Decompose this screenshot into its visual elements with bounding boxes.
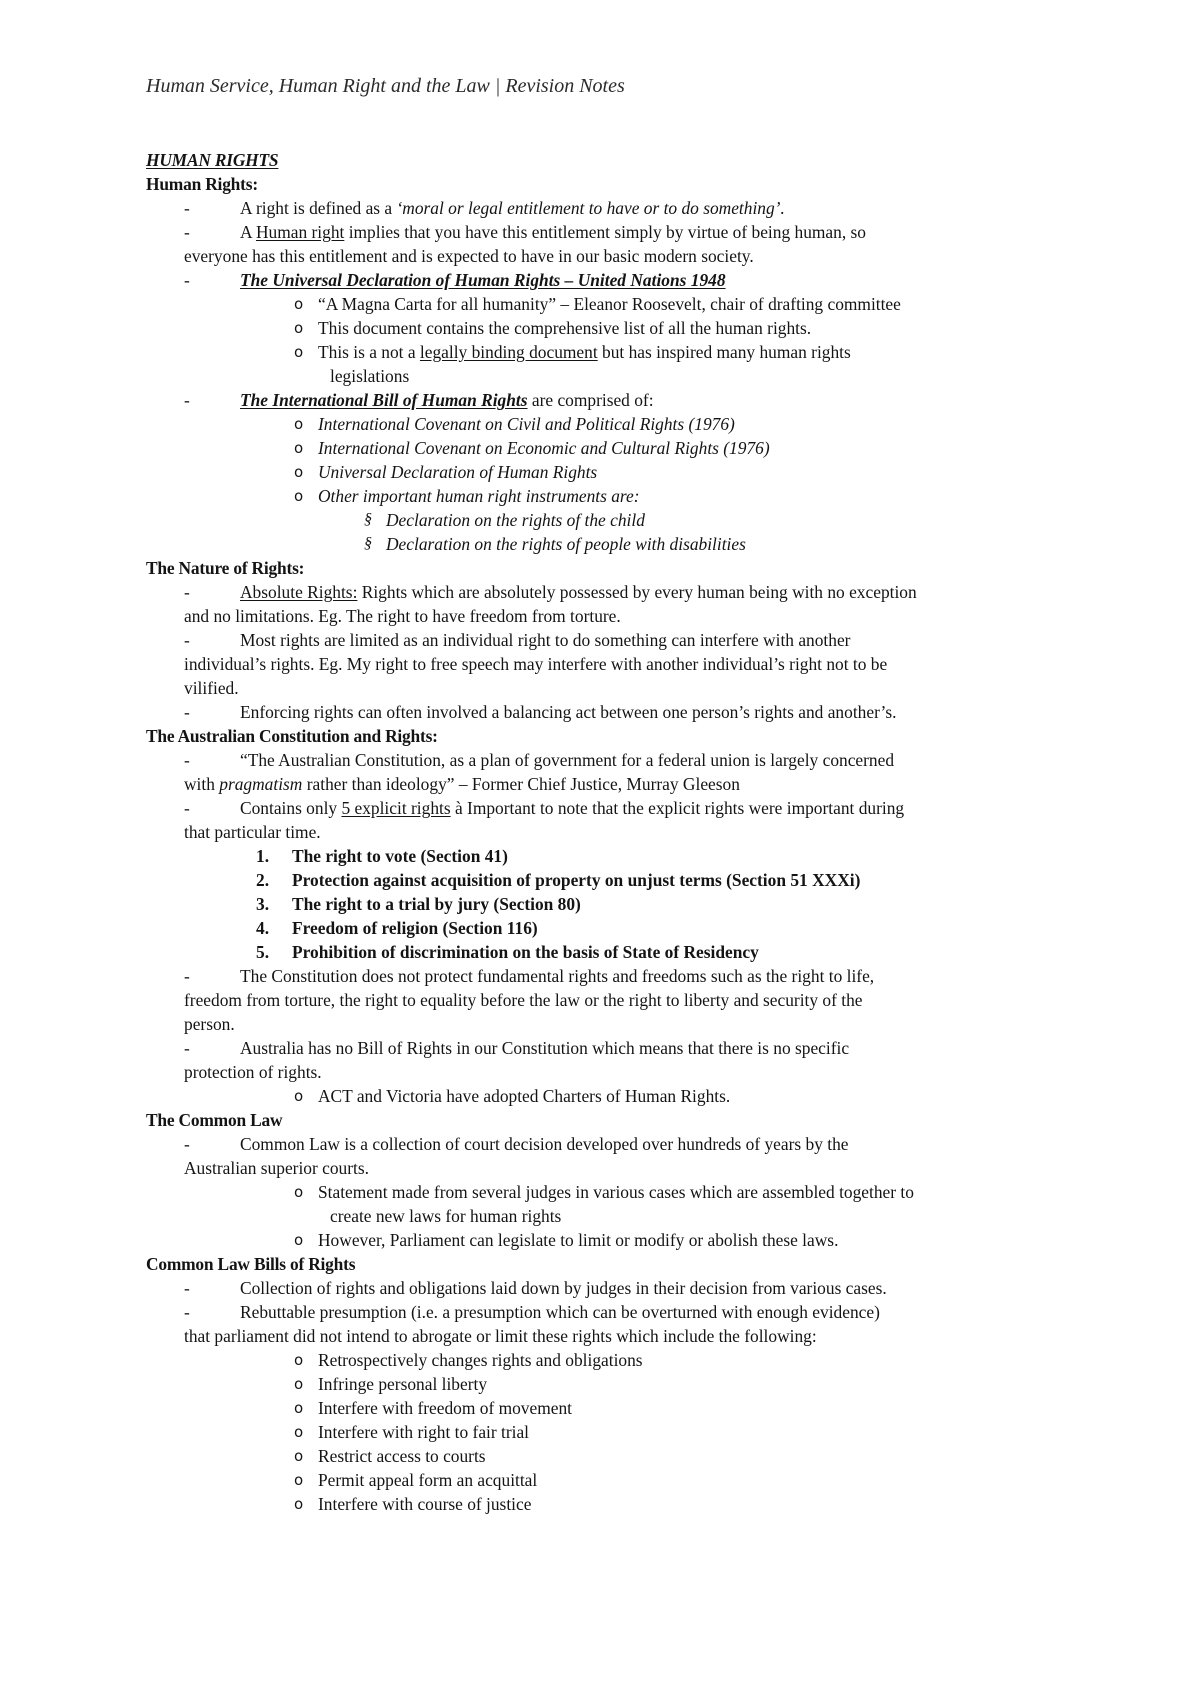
paragraph: Collection of rights and obligations laid down by judges in their decision from various cases.: [240, 1278, 887, 1298]
bullet-circle: o: [294, 343, 304, 361]
list-item: This is a not a legally binding document but has inspired many human rights: [318, 342, 851, 362]
paragraph-continued: and no limitations. Eg. The right to have freedom from torture.: [184, 606, 621, 626]
page-header: Human Service, Human Right and the Law | Revision Notes: [146, 75, 625, 97]
udhr-heading: The Universal Declaration of Human Rights – United Nations 1948: [240, 270, 726, 290]
bullet-circle: o: [294, 1087, 304, 1105]
paragraph-continued: with pragmatism rather than ideology” – Former Chief Justice, Murray Gleeson: [184, 774, 740, 794]
list-item: Statement made from several judges in various cases which are assembled together to: [318, 1182, 914, 1202]
paragraph: Common Law is a collection of court decision developed over hundreds of years by the: [240, 1134, 849, 1154]
list-item: This document contains the comprehensive list of all the human rights.: [318, 318, 812, 338]
list-number: 1.: [256, 846, 270, 866]
explicit-right-item: Protection against acquisition of property on unjust terms (Section 51 XXXi): [292, 870, 861, 890]
bullet-circle: o: [294, 1183, 304, 1201]
presumption-item: Infringe personal liberty: [318, 1374, 488, 1394]
paragraph-continued: protection of rights.: [184, 1062, 322, 1082]
list-item: International Covenant on Economic and Cultural Rights (1976): [318, 438, 770, 458]
bullet-dash: -: [184, 966, 190, 986]
presumption-item: Restrict access to courts: [318, 1446, 486, 1466]
paragraph: The Constitution does not protect fundamental rights and freedoms such as the right to life,: [240, 966, 875, 986]
paragraph-continued: everyone has this entitlement and is expected to have in our basic modern society.: [184, 246, 754, 266]
bullet-circle: o: [294, 295, 304, 313]
bullet-dash: -: [184, 702, 190, 722]
paragraph-continued: vilified.: [184, 678, 239, 698]
explicit-right-item: The right to a trial by jury (Section 80): [292, 894, 581, 914]
paragraph: Rebuttable presumption (i.e. a presumption which can be overturned with enough evidence): [240, 1302, 880, 1322]
explicit-right-item: Freedom of religion (Section 116): [292, 918, 538, 938]
paragraph-continued: that particular time.: [184, 822, 321, 842]
paragraph: A Human right implies that you have this entitlement simply by virtue of being human, so: [240, 222, 866, 242]
bullet-circle: o: [294, 487, 304, 505]
bullet-dash: -: [184, 582, 190, 602]
heading-australian-constitution: The Australian Constitution and Rights:: [146, 726, 438, 746]
list-item: International Covenant on Civil and Political Rights (1976): [318, 414, 735, 434]
paragraph-continued: individual’s rights. Eg. My right to free speech may interfere with another individual’s right not to be: [184, 654, 888, 674]
bullet-circle: o: [294, 1471, 304, 1489]
presumption-item: Interfere with freedom of movement: [318, 1398, 572, 1418]
bullet-circle: o: [294, 1351, 304, 1369]
paragraph: The International Bill of Human Rights are comprised of:: [240, 390, 654, 410]
heading-common-law: The Common Law: [146, 1110, 283, 1130]
bullet-dash: -: [184, 630, 190, 650]
list-number: 4.: [256, 918, 270, 938]
presumption-item: Permit appeal form an acquittal: [318, 1470, 538, 1490]
heading-human-rights: Human Rights:: [146, 174, 258, 194]
bullet-dash: -: [184, 1038, 190, 1058]
bullet-dash: -: [184, 1302, 190, 1322]
bullet-circle: o: [294, 415, 304, 433]
bullet-dash: -: [184, 750, 190, 770]
paragraph: A right is defined as a ‘moral or legal entitlement to have or to do something’.: [240, 198, 785, 218]
paragraph: Absolute Rights: Rights which are absolutely possessed by every human being with no exception: [240, 582, 917, 602]
paragraph: Contains only 5 explicit rights à Important to note that the explicit rights were important during: [240, 798, 905, 818]
bullet-circle: o: [294, 1231, 304, 1249]
bullet-dash: -: [184, 1134, 190, 1154]
paragraph-continued: freedom from torture, the right to equality before the law or the right to liberty and security of the: [184, 990, 863, 1010]
bullet-circle: o: [294, 319, 304, 337]
bullet-circle: o: [294, 439, 304, 457]
paragraph: “The Australian Constitution, as a plan of government for a federal union is largely concerned: [240, 750, 895, 770]
paragraph: Enforcing rights can often involved a balancing act between one person’s rights and another’s.: [240, 702, 897, 722]
bullet-section-mark: §: [364, 535, 372, 552]
heading-common-law-bills-of-rights: Common Law Bills of Rights: [146, 1254, 356, 1274]
list-item: However, Parliament can legislate to limit or modify or abolish these laws.: [318, 1230, 839, 1250]
bullet-circle: o: [294, 463, 304, 481]
bullet-dash: -: [184, 1278, 190, 1298]
explicit-right-item: The right to vote (Section 41): [292, 846, 508, 866]
list-item-continued: create new laws for human rights: [330, 1206, 562, 1226]
list-item: Universal Declaration of Human Rights: [318, 462, 598, 482]
bullet-circle: o: [294, 1375, 304, 1393]
list-item: ACT and Victoria have adopted Charters of Human Rights.: [318, 1086, 731, 1106]
bullet-circle: o: [294, 1423, 304, 1441]
presumption-item: Retrospectively changes rights and obligations: [318, 1350, 643, 1370]
paragraph-continued: that parliament did not intend to abrogate or limit these rights which include the following:: [184, 1326, 817, 1346]
paragraph: Most rights are limited as an individual right to do something can interfere with another: [240, 630, 851, 650]
sub-list-item: Declaration on the rights of the child: [386, 510, 645, 530]
list-number: 3.: [256, 894, 270, 914]
list-number: 5.: [256, 942, 270, 962]
explicit-right-item: Prohibition of discrimination on the basis of State of Residency: [292, 942, 759, 962]
presumption-item: Interfere with right to fair trial: [318, 1422, 530, 1442]
bullet-dash: -: [184, 198, 190, 218]
paragraph-continued: Australian superior courts.: [184, 1158, 369, 1178]
sub-list-item: Declaration on the rights of people with disabilities: [386, 534, 746, 554]
list-item: “A Magna Carta for all humanity” – Eleanor Roosevelt, chair of drafting committee: [318, 294, 901, 314]
list-number: 2.: [256, 870, 270, 890]
bullet-circle: o: [294, 1495, 304, 1513]
document-title: HUMAN RIGHTS: [146, 150, 279, 170]
paragraph: Australia has no Bill of Rights in our Constitution which means that there is no specific: [240, 1038, 850, 1058]
bullet-circle: o: [294, 1399, 304, 1417]
bullet-dash: -: [184, 798, 190, 818]
bullet-dash: -: [184, 270, 190, 290]
bullet-dash: -: [184, 222, 190, 242]
presumption-item: Interfere with course of justice: [318, 1494, 532, 1514]
bullet-section-mark: §: [364, 511, 372, 528]
bullet-circle: o: [294, 1447, 304, 1465]
list-item-continued: legislations: [330, 366, 410, 386]
paragraph-continued: person.: [184, 1014, 235, 1034]
list-item: Other important human right instruments are:: [318, 486, 640, 506]
bullet-dash: -: [184, 390, 190, 410]
heading-nature-of-rights: The Nature of Rights:: [146, 558, 305, 578]
